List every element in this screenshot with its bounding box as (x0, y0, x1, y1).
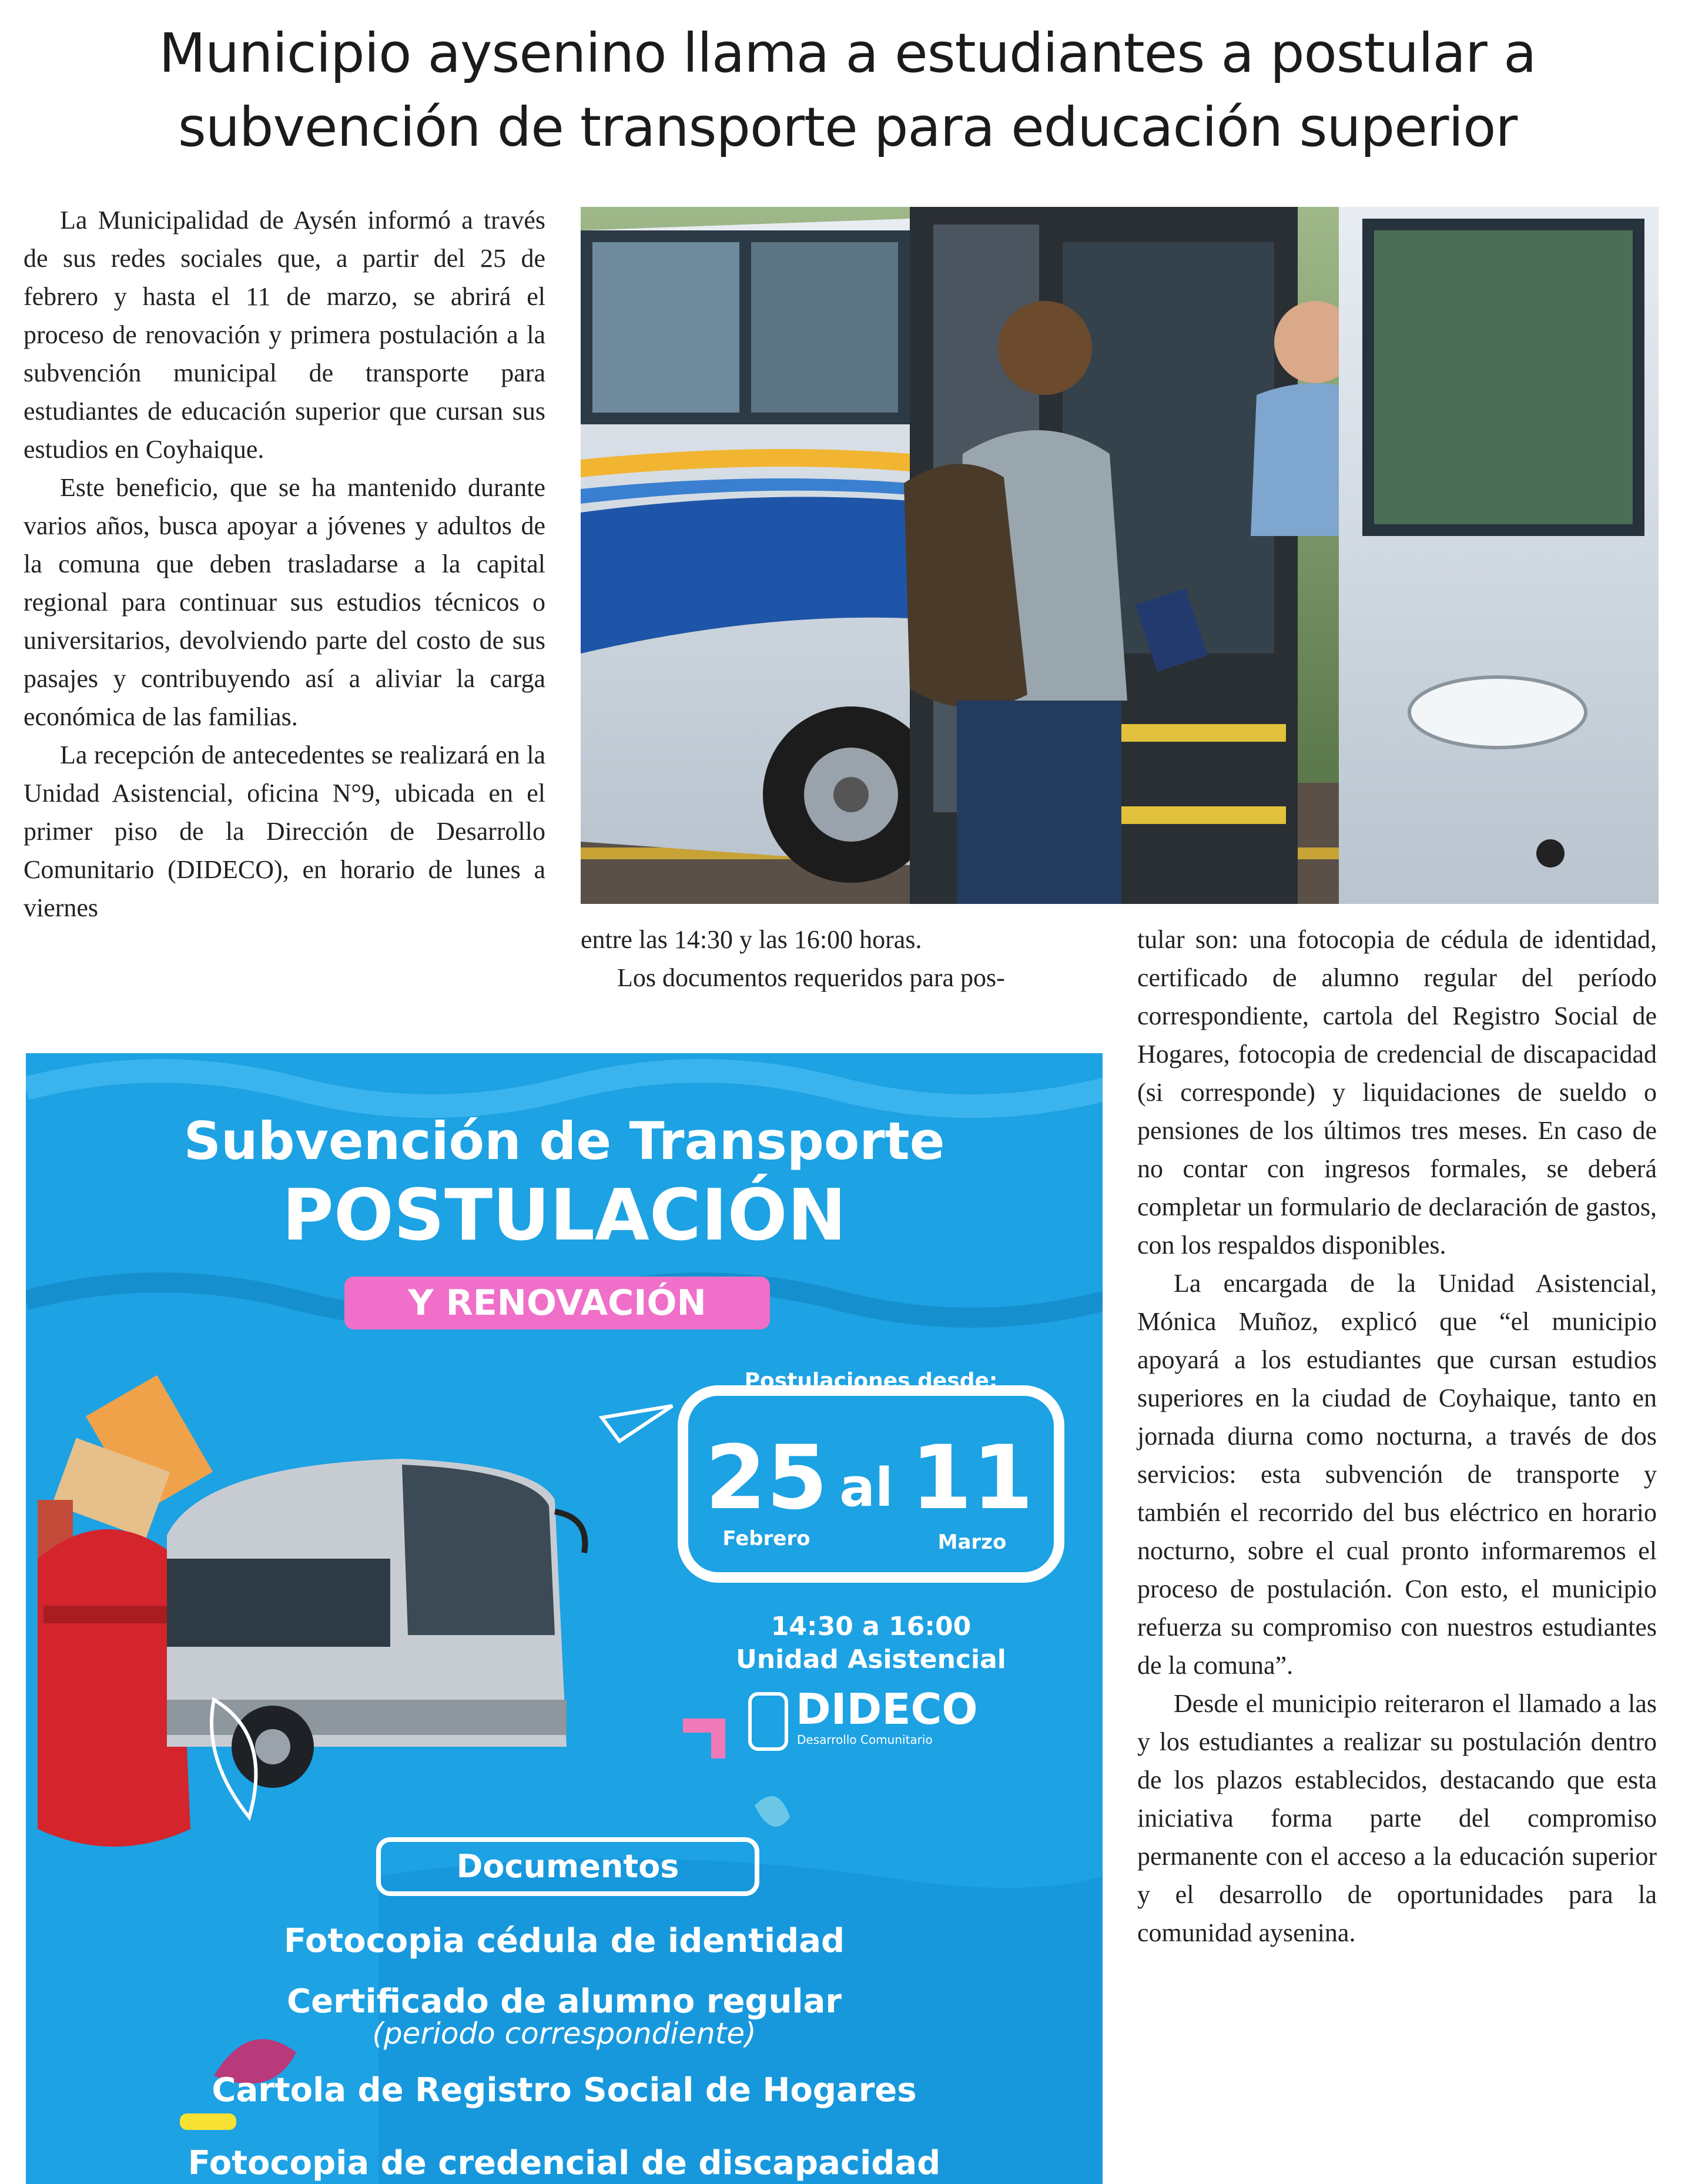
article-column-2 (581, 920, 1104, 997)
subsidy-poster (26, 1053, 1103, 2184)
paragraph: Este beneficio, que se ha mantenido durante varios años, busca apoyar a jóvenes y adultos de la comuna que deben trasladarse a la capital regional para continuar sus estudios técnicos o universitarios, devolviendo parte del costo de sus pasajes y contribuyendo así a aliviar la carga económica de las familias. (24, 473, 545, 731)
paragraph: Desde el municipio reiteraron el llamado a las y los estudiantes a realizar su postulación dentro de los plazos establecidos, destacando que esta iniciativa forma parte del compromiso permanente con el acceso a la educación superior y el desarrollo de oportunidades para la comunidad aysenina. (1137, 1689, 1657, 1947)
poster-start-day: 25 (705, 1427, 828, 1529)
article-column-3 (1137, 920, 1657, 1952)
poster-doc-item: Fotocopia cédula de identidad (283, 1922, 845, 1960)
poster-dates-label: Postulaciones desde: (744, 1369, 998, 1393)
headline-line-2: subvención de transporte para educación superior (177, 96, 1518, 159)
poster-docs-title: Documentos (456, 1848, 679, 1885)
poster-doc-item: Fotocopia de credencial de discapacidad (187, 2144, 941, 2182)
paragraph: tular son: una fotocopia de cédula de identidad, certificado de alumno regular del período correspondiente, cartola del Registro Social de Hogares, fotocopia de credencial de discapacidad (si corresponde) y liquidaciones de sueldo o pensiones de los últimos tres meses. En caso de no contar con ingresos formales, se deberá completar un formulario de declaración de gastos, con los respaldos disponibles. (1137, 925, 1657, 1260)
poster-badge: Y RENOVACIÓN (408, 1282, 706, 1324)
poster-start-month: Febrero (722, 1527, 810, 1550)
poster-subtitle: POSTULACIÓN (282, 1175, 847, 1257)
paragraph: La encargada de la Unidad Asistencial, Mónica Muñoz, explicó que “el municipio apoyará a los estudiantes que cursan estudios superiores en la ciudad de Coyhaique, tanto en jornada diurna como nocturna, a través de dos servicios: esta subvención de transporte y también el recorrido del bus eléctrico en horario nocturno, sobre el cual pronto informaremos el proceso de postulación. Con esto, el municipio refuerza su compromiso con nuestros estudiantes de la comuna”. (1137, 1269, 1657, 1680)
paragraph: Los documentos requeridos para pos- (617, 963, 1005, 992)
poster-hours: 14:30 a 16:00 (771, 1612, 972, 1642)
headline-line-1: Municipio aysenino llama a estudiantes a postular a (159, 22, 1536, 85)
poster-doc-item: Certificado de alumno regular (287, 1982, 842, 2021)
poster-doc-item-note: (periodo correspondiente) (372, 2016, 756, 2051)
poster-connector: al (839, 1457, 893, 1519)
paragraph: entre las 14:30 y las 16:00 horas. (581, 925, 922, 954)
paragraph: La Municipalidad de Aysén informó a través de sus redes sociales que, a partir del 25 de febrero y hasta el 11 de marzo, se abrirá el proceso de renovación y primera postulación a la subvención municipal de transporte para estudiantes de educación superior que cursan sus estudios en Coyhaique. (24, 206, 545, 464)
poster-doc-item: Cartola de Registro Social de Hogares (212, 2071, 917, 2109)
dideco-logo-subtitle: Desarrollo Comunitario (797, 1733, 933, 1747)
dideco-logo-name: DIDECO (796, 1684, 978, 1734)
bus-photo-illustration (581, 207, 1659, 904)
poster-end-day: 11 (910, 1427, 1034, 1529)
article-column-1 (24, 201, 545, 927)
poster-place: Unidad Asistencial (736, 1644, 1006, 1674)
poster-title: Subvención de Transporte (183, 1111, 945, 1171)
poster-end-month: Marzo (937, 1530, 1007, 1554)
article-headline (0, 16, 1695, 165)
paragraph: La recepción de antecedentes se realizará en la Unidad Asistencial, oficina N°9, ubicada en el primer piso de la Dirección de Desarrollo Comunitario (DIDECO), en horario de lunes a viernes (24, 741, 545, 922)
bus-photo (581, 207, 1659, 904)
